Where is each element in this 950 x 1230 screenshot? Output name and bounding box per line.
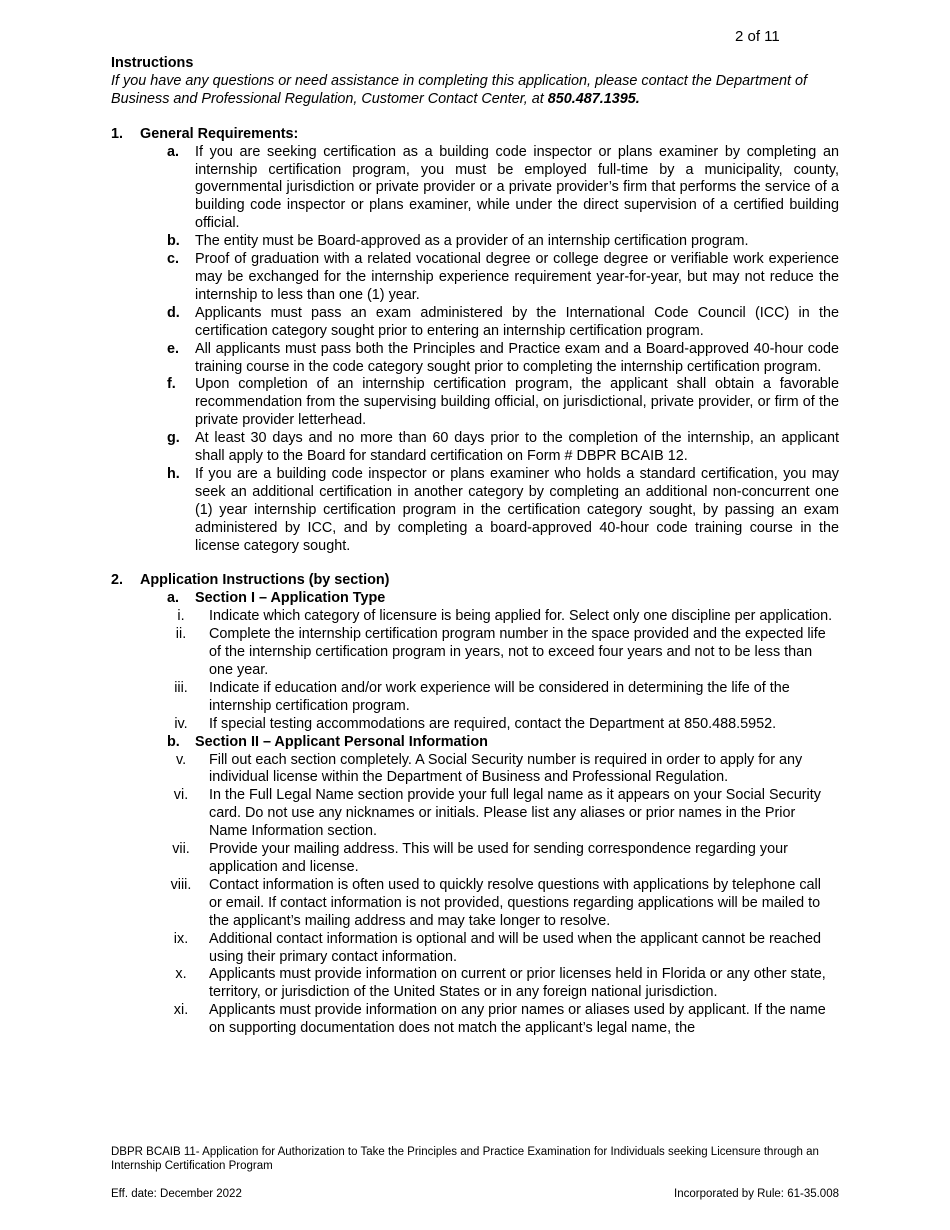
list-item: v. Fill out each section completely. A Social Security number is required in order to apply for any individual license within the Department of Business and Professional Regulation. — [175, 751, 803, 786]
list-item: ix. Additional contact information is optional and will be used when the applicant cannot be reached using their primary contact information. — [173, 930, 822, 965]
list-item: ii. Complete the internship certification program number in the space provided and the expected life of the internship certification program in years, not to exceed four years and not to be less than one year. — [175, 626, 826, 678]
section-number: 2. — [111, 572, 124, 589]
list-item: f. Upon completion of an internship certification program, the applicant shall obtain a favorable recommendation from the supervising building official, on jurisdictional, private provider, or firm of the private provider letterhead. — [167, 376, 839, 429]
list-item: x. Applicants must provide information on current or prior licenses held in Florida or any other state, territory, or jurisdiction of the United States or in any foreign national jurisdiction. — [175, 966, 826, 1001]
subsection-heading: b. Section II – Applicant Personal Information — [167, 733, 488, 750]
list-item: vii. Provide your mailing address. This will be used for sending correspondence regarding your application and license. — [172, 841, 788, 875]
section-title: General Requirements: — [140, 125, 299, 142]
footer-rule: Incorporated by Rule: 61-35.008 — [674, 1188, 839, 1200]
section-title: Application Instructions (by section) — [140, 572, 390, 589]
page-number: 2 of 11 — [735, 28, 780, 45]
list-item: viii. Contact information is often used to quickly resolve questions with applications by telephone call or email. If contact information is not provided, questions regarding applications will be mailed to the applicant’s mailing address and may take longer to resolve. — [170, 876, 821, 929]
list-item: h. If you are a building code inspector or plans examiner who holds a standard certification, you may seek an additional certification in another category by completing an additional non-concurrent one (1) year internship certification program in the certification category sought, by passing an exam administered by ICC, and by completing a board-approved 40-hour code training course in the license category sought. — [167, 465, 839, 554]
list-item: iii. Indicate if education and/or work experience will be considered in determining the life of the internship certification program. — [174, 679, 790, 714]
contact-phone: 850.487.1395. — [547, 90, 640, 107]
list-item: c. Proof of graduation with a related vocational degree or college degree or verifiable work experience may be exchanged for the internship experience requirement year-for-year, but may not reduce the internship to less than one (1) year. — [167, 251, 839, 303]
list-item: vi. In the Full Legal Name section provide your full legal name as it appears on your Social Security card. Do not use any nicknames or initials. Please list any aliases or prior names in the Prior Name Information section. — [173, 787, 821, 840]
list-item: a. If you are seeking certification as a building code inspector or plans examiner by completing an internship certification program, you must be employed full-time by a municipality, county, governmental jurisdiction or private provider or a private provider’s firm that performs the service of a building code inspector or plans examiner, while under the direct supervision of a certified building official. — [167, 143, 839, 232]
list-item: d. Applicants must pass an exam administered by the International Code Council (ICC) in the certification category sought prior to entering an internship certification program. — [167, 304, 839, 339]
list-item: iv. If special testing accommodations are required, contact the Department at 850.488.5952. — [174, 715, 777, 732]
list-item: b. The entity must be Board-approved as a provider of an internship certification program. — [167, 233, 749, 250]
list-item: g. At least 30 days and no more than 60 days prior to the completion of the internship, an applicant shall apply to the Board for standard certification on Form # DBPR BCAIB 12. — [167, 430, 839, 465]
instructions-title: Instructions — [111, 55, 194, 71]
footer-form-title: DBPR BCAIB 11- Application for Authorization to Take the Principles and Practice Examination for Individuals seeking Licensure through an Internship Certification Program — [111, 1146, 819, 1172]
section-heading — [111, 572, 839, 590]
intro-text: If you have any questions or need assistance in completing this application, please contact the Department of Business and Professional Regulation, Customer Contact Center, at — [111, 72, 807, 107]
list-item: xi. Applicants must provide information on any prior names or aliases used by applicant. If the name on supporting documentation does not match the applicant’s legal name, the — [173, 1002, 826, 1037]
list-item: i. Indicate which category of licensure is being applied for. Select only one discipline per application. — [177, 608, 833, 625]
instructions-intro — [111, 73, 839, 109]
document-body — [111, 55, 839, 1038]
section-heading — [111, 126, 839, 144]
footer-eff-date: Eff. date: December 2022 — [111, 1188, 242, 1200]
list-item: e. All applicants must pass both the Principles and Practice exam and a Board-approved 40-hour code training course in the code category sought prior to completing the internship certification program. — [167, 340, 839, 375]
section-number: 1. — [111, 125, 124, 142]
section-application-instructions — [111, 572, 839, 1038]
section-general-requirements — [111, 126, 839, 556]
footer-row — [111, 1187, 839, 1201]
subsection-heading: a. Section I – Application Type — [167, 590, 386, 607]
